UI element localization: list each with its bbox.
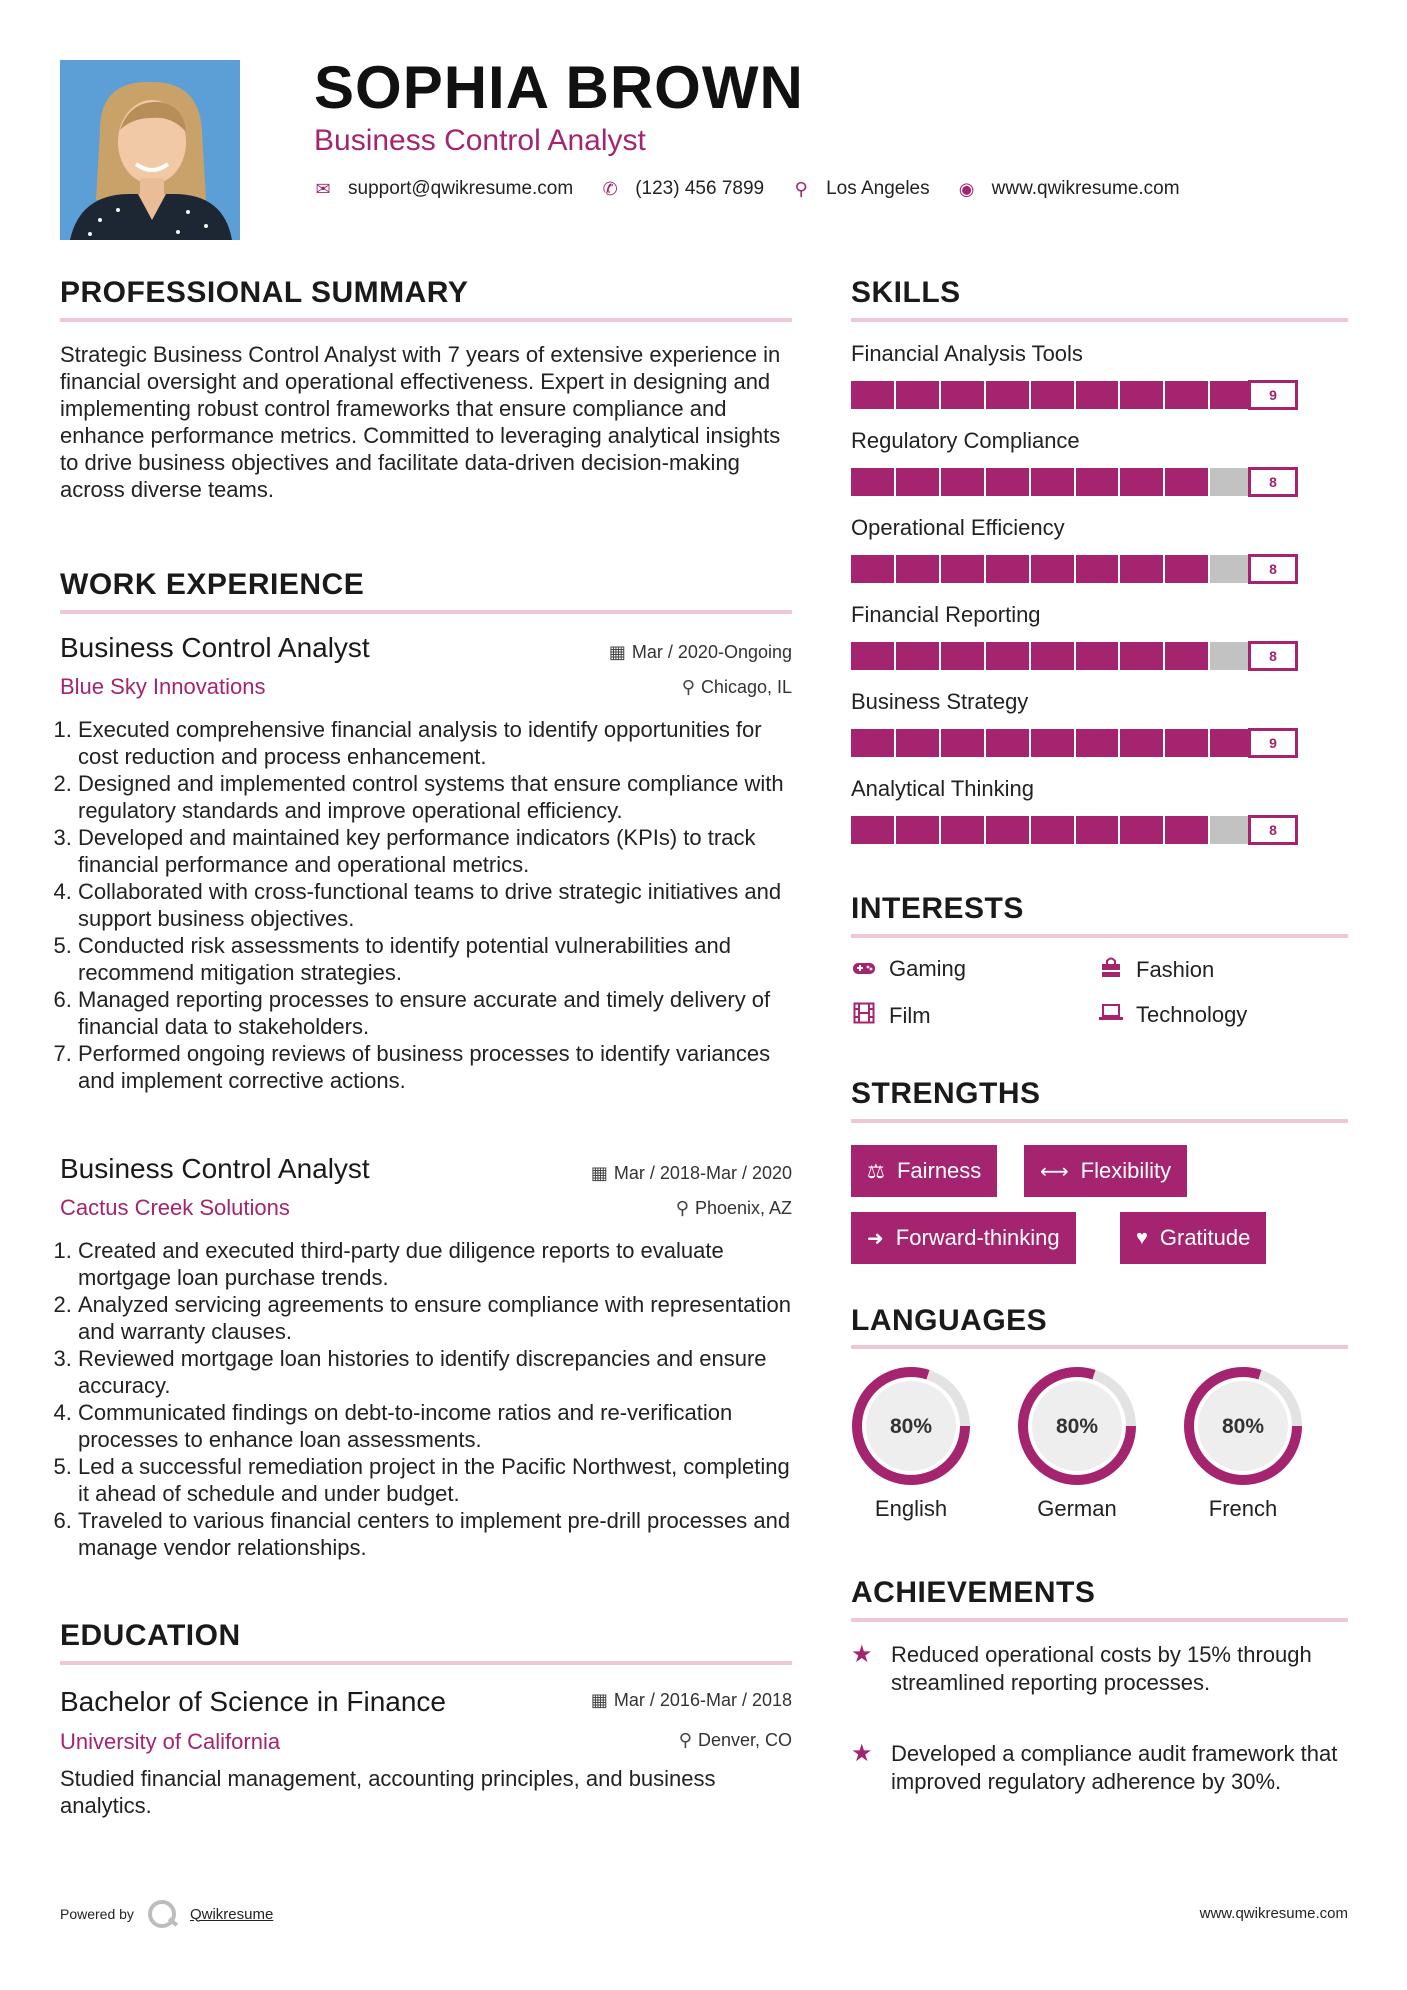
section-rule xyxy=(851,1119,1348,1123)
job-title: Business Control Analyst xyxy=(60,1153,370,1184)
job-duties-list xyxy=(56,716,796,1094)
duty-item: 1. Executed comprehensive financial analysis to identify opportunities for cost reduction and process enhancement. xyxy=(78,716,796,770)
language-item xyxy=(1181,1364,1305,1522)
education-dates-text: Mar / 2016-Mar / 2018 xyxy=(613,1690,792,1710)
section-title-languages: LANGUAGES xyxy=(851,1304,1048,1337)
section-title-strengths: STRENGTHS xyxy=(851,1077,1041,1110)
duty-item: 4. Collaborated with cross-functional teams to drive strategic initiatives and support business objectives. xyxy=(78,878,796,932)
achievement-text: Developed a compliance audit framework that improved regulatory adherence by 30%. xyxy=(891,1741,1338,1794)
skill-level-badge: 9 xyxy=(1248,380,1298,410)
section-title-achievements: ACHIEVEMENTS xyxy=(851,1576,1096,1609)
job-location xyxy=(682,677,792,698)
balance-scale-icon: ⚖ xyxy=(867,1160,885,1183)
section-rule xyxy=(851,318,1348,322)
education-dates xyxy=(591,1690,792,1711)
job-location-text: Phoenix, AZ xyxy=(694,1198,792,1218)
section-rule xyxy=(851,1345,1348,1349)
strength-chip xyxy=(1024,1145,1187,1197)
interest-label: Film xyxy=(889,1003,931,1028)
section-rule xyxy=(60,610,792,614)
section-title-education: EDUCATION xyxy=(60,1619,241,1652)
interest-label: Fashion xyxy=(1136,957,1215,982)
language-percent: 80% xyxy=(889,1415,933,1438)
duty-item: 4. Communicated findings on debt-to-income ratios and re-verification processes to enhance loan assessments. xyxy=(78,1399,796,1453)
skill-level-bar xyxy=(851,381,1298,409)
education-description: Studied financial management, accounting principles, and business analytics. xyxy=(60,1766,716,1818)
candidate-name: SOPHIA BROWN xyxy=(314,54,804,121)
pin-icon: ⚲ xyxy=(678,1730,692,1750)
interest-label: Gaming xyxy=(889,956,967,981)
contact-bar xyxy=(314,178,1208,200)
skill-name: Operational Efficiency xyxy=(851,515,1065,540)
language-name: French xyxy=(1208,1496,1278,1521)
duty-item: 2. Analyzed servicing agreements to ensure compliance with representation and warranty clauses. xyxy=(78,1291,796,1345)
strength-label: Forward-thinking xyxy=(895,1225,1060,1250)
duty-item: 3. Developed and maintained key performance indicators (KPIs) to track financial performance and operational metrics. xyxy=(78,824,796,878)
job-location-text: Chicago, IL xyxy=(700,677,792,697)
skill-level-bar xyxy=(851,468,1298,496)
duty-item: 3. Reviewed mortgage loan histories to identify discrepancies and ensure accuracy. xyxy=(78,1345,796,1399)
interest-label: Technology xyxy=(1136,1002,1248,1027)
language-percent: 80% xyxy=(1221,1415,1265,1438)
language-item xyxy=(849,1364,973,1522)
education-location xyxy=(679,1730,792,1751)
section-rule xyxy=(60,1661,792,1665)
achievement-text: Reduced operational costs by 15% through streamlined reporting processes. xyxy=(891,1642,1312,1695)
skill-level-bar xyxy=(851,729,1298,757)
heart-icon: ♥ xyxy=(1136,1226,1148,1249)
strength-label: Fairness xyxy=(896,1158,982,1183)
strength-label: Gratitude xyxy=(1159,1225,1251,1250)
arrows-horizontal-icon: ⟷ xyxy=(1040,1160,1069,1183)
phone-icon: ✆ xyxy=(602,178,618,199)
job-title: Business Control Analyst xyxy=(60,632,370,663)
duty-item: 6. Managed reporting processes to ensure accurate and timely delivery of financial data to stakeholders. xyxy=(78,986,796,1040)
achievement-item xyxy=(851,1641,1348,1697)
skill-name: Analytical Thinking xyxy=(851,776,1035,801)
contact-email[interactable]: support@qwikresume.com xyxy=(348,178,574,199)
strength-chip xyxy=(851,1145,997,1197)
footer-website[interactable]: www.qwikresume.com xyxy=(1199,1905,1348,1922)
skill-name: Financial Reporting xyxy=(851,602,1041,627)
job-company: Cactus Creek Solutions xyxy=(60,1195,290,1220)
strength-chip xyxy=(851,1212,1076,1264)
duty-item: 5. Led a successful remediation project in the Pacific Northwest, completing it ahead of schedule and under budget. xyxy=(78,1453,796,1507)
pin-icon: ⚲ xyxy=(681,677,695,697)
contact-phone[interactable]: (123) 456 7899 xyxy=(635,178,765,199)
skill-level-bar xyxy=(851,555,1298,583)
skill-name: Financial Analysis Tools xyxy=(851,341,1083,366)
arrow-right-icon: ➜ xyxy=(867,1227,884,1250)
job-dates xyxy=(591,1163,792,1184)
contact-website[interactable]: www.qwikresume.com xyxy=(991,178,1180,199)
language-ring xyxy=(1015,1364,1139,1488)
calendar-icon: ▦ xyxy=(608,642,626,662)
job-dates xyxy=(609,642,792,663)
duty-item: 1. Created and executed third-party due diligence reports to evaluate mortgage loan purchase trends. xyxy=(78,1237,796,1291)
skill-level-badge: 9 xyxy=(1248,728,1298,758)
skill-level-bar xyxy=(851,642,1298,670)
job-location xyxy=(676,1198,792,1219)
strength-label: Flexibility xyxy=(1080,1158,1172,1183)
star-icon: ★ xyxy=(851,1740,873,1767)
skill-level-badge: 8 xyxy=(1248,554,1298,584)
job-dates-text: Mar / 2020-Ongoing xyxy=(631,642,792,662)
language-ring xyxy=(849,1364,973,1488)
laptop-icon xyxy=(1098,1002,1124,1028)
section-title-skills: SKILLS xyxy=(851,276,961,309)
duty-item: 2. Designed and implemented control systems that ensure compliance with regulatory standards and improve operational efficiency. xyxy=(78,770,796,824)
interest-item xyxy=(1098,956,1214,984)
candidate-role: Business Control Analyst xyxy=(314,124,646,157)
skill-level-badge: 8 xyxy=(1248,641,1298,671)
qwikresume-logo-icon xyxy=(148,1900,176,1928)
skill-level-badge: 8 xyxy=(1248,815,1298,845)
job-company: Blue Sky Innovations xyxy=(60,674,266,699)
film-icon xyxy=(851,1002,877,1030)
skill-name: Regulatory Compliance xyxy=(851,428,1080,453)
achievement-item xyxy=(851,1740,1348,1796)
skill-level-bar xyxy=(851,816,1298,844)
section-rule xyxy=(851,934,1348,938)
language-ring xyxy=(1181,1364,1305,1488)
pin-icon: ⚲ xyxy=(675,1198,689,1218)
language-percent: 80% xyxy=(1055,1415,1099,1438)
school-name: University of California xyxy=(60,1729,281,1754)
duty-item: 5. Conducted risk assessments to identify potential vulnerabilities and recommend mitigation strategies. xyxy=(78,932,796,986)
job-dates-text: Mar / 2018-Mar / 2020 xyxy=(613,1163,792,1183)
qwikresume-link[interactable]: Qwikresume xyxy=(189,1905,274,1923)
contact-location: Los Angeles xyxy=(826,178,930,199)
duty-item: 6. Traveled to various financial centers to implement pre-drill processes and manage vendor relationships. xyxy=(78,1507,796,1561)
globe-icon: ◉ xyxy=(958,178,975,199)
powered-by-label: Powered by xyxy=(60,1906,134,1922)
section-title-summary: PROFESSIONAL SUMMARY xyxy=(60,276,469,309)
star-icon: ★ xyxy=(851,1641,873,1668)
degree-title: Bachelor of Science in Finance xyxy=(60,1686,446,1717)
map-marker-icon: ⚲ xyxy=(794,178,808,199)
skill-level-badge: 8 xyxy=(1248,467,1298,497)
education-location-text: Denver, CO xyxy=(697,1730,792,1750)
section-title-experience: WORK EXPERIENCE xyxy=(60,568,365,601)
calendar-icon: ▦ xyxy=(590,1163,608,1183)
profile-photo xyxy=(60,60,240,240)
section-rule xyxy=(851,1618,1348,1622)
footer-powered-by xyxy=(60,1900,273,1928)
summary-text: Strategic Business Control Analyst with 7 years of extensive experience in financial oversight and operational effectiveness. Expert in designing and implementing robust control frameworks that ensure compliance and enhance performance metrics. Committed to leveraging analytical insights to drive business objectives and facilitate data-driven decision-making across diverse teams. xyxy=(60,342,781,502)
gamepad-icon xyxy=(851,956,877,982)
envelope-icon: ✉ xyxy=(315,178,331,199)
language-name: German xyxy=(1037,1496,1117,1521)
language-name: English xyxy=(874,1496,948,1521)
strength-chip xyxy=(1120,1212,1266,1264)
shopping-bag-icon xyxy=(1098,956,1124,984)
interest-item xyxy=(1098,1002,1247,1028)
section-title-interests: INTERESTS xyxy=(851,892,1024,925)
skill-name: Business Strategy xyxy=(851,689,1029,714)
section-rule xyxy=(60,318,792,322)
profile-photo-illustration xyxy=(60,60,240,240)
interest-item xyxy=(851,1002,931,1030)
duty-item: 7. Performed ongoing reviews of business processes to identify variances and implement corrective actions. xyxy=(78,1040,796,1094)
interest-item xyxy=(851,956,966,982)
job-duties-list xyxy=(56,1237,796,1561)
language-item xyxy=(1015,1364,1139,1522)
calendar-icon: ▦ xyxy=(590,1690,608,1710)
